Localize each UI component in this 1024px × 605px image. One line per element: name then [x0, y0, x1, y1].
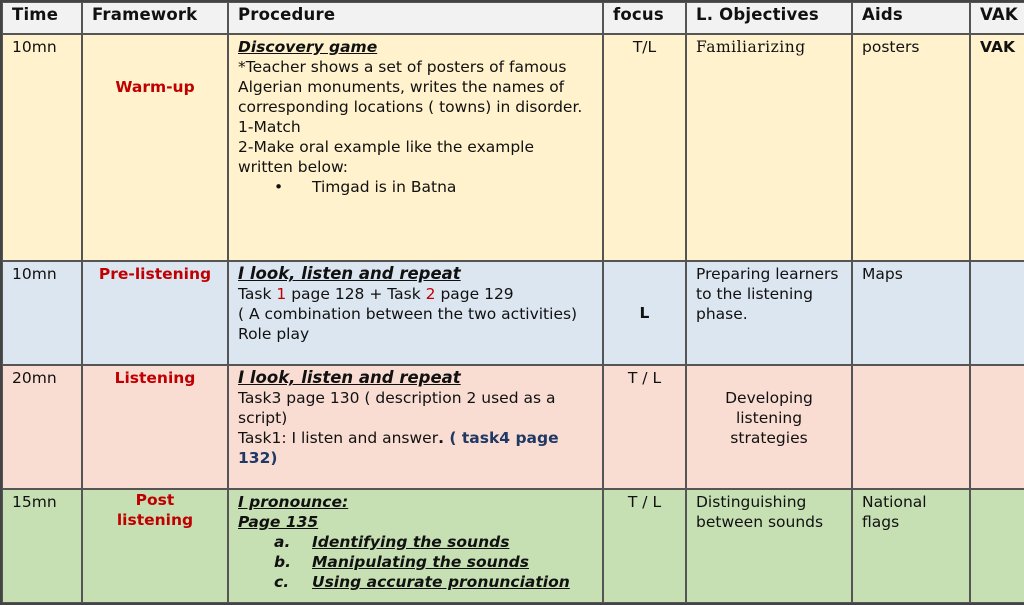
prelistening-line1 — [238, 284, 593, 304]
row-prelistening — [2, 261, 1024, 365]
header-aids: Aids — [852, 2, 970, 34]
warmup-line1: *Teacher shows a set of posters of famous Algerian monuments, writes the names of corresponding locations ( towns) in disorder. — [238, 58, 583, 116]
postlistening-item-b — [238, 552, 593, 572]
task-number: 1 — [276, 285, 287, 303]
prelistening-title: I look, listen and repeat — [238, 264, 461, 283]
header-time: Time — [2, 2, 82, 34]
postlistening-focus: T / L — [603, 489, 686, 603]
prelistening-vak — [970, 261, 1024, 365]
postlistening-framework: Post listening — [82, 489, 228, 603]
warmup-line2: 1-Match — [238, 118, 301, 136]
warmup-time: 10mn — [2, 34, 82, 261]
prelistening-aids: Maps — [852, 261, 970, 365]
postlistening-time: 15mn — [2, 489, 82, 603]
header-objectives: L. Objectives — [686, 2, 852, 34]
task-text: page 128 + Task — [286, 285, 426, 303]
prelistening-procedure — [228, 261, 603, 365]
listening-framework: Listening — [82, 365, 228, 489]
item-text: Manipulating the sounds — [312, 553, 529, 571]
postlistening-aids: National flags — [852, 489, 970, 603]
listening-time: 20mn — [2, 365, 82, 489]
listening-line1: Task3 page 130 ( description 2 used as a script) — [238, 389, 556, 427]
warmup-aids: posters — [852, 34, 970, 261]
task4-reference: ( task4 page 132) — [238, 429, 559, 467]
row-postlistening — [2, 489, 1024, 603]
listening-line2 — [238, 428, 593, 468]
postlistening-objective: Distinguishing between sounds — [686, 489, 852, 603]
listening-procedure — [228, 365, 603, 489]
item-label: b. — [274, 553, 291, 571]
task-text: Task — [238, 285, 277, 303]
warmup-vak: VAK — [970, 34, 1024, 261]
warmup-bullet — [238, 177, 593, 197]
warmup-framework: Warm-up — [82, 34, 228, 261]
prelistening-objective: Preparing learners to the listening phase. — [686, 261, 852, 365]
listening-vak — [970, 365, 1024, 489]
warmup-line3: 2-Make oral example like the example written below: — [238, 138, 535, 176]
warmup-objective: Familiarizing — [686, 34, 852, 261]
postlistening-vak — [970, 489, 1024, 603]
item-label: a. — [274, 533, 291, 551]
prelistening-line2: ( A combination between the two activities) Role play — [238, 305, 578, 343]
postlistening-item-c — [238, 572, 593, 592]
prelistening-focus: L — [603, 261, 686, 365]
row-warmup — [2, 34, 1024, 261]
postlistening-title: I pronounce: — [238, 493, 349, 511]
task-number: 2 — [425, 285, 436, 303]
header-framework: Framework — [82, 2, 228, 34]
header-vak: VAK — [970, 2, 1024, 34]
listening-objective: Developing listening strategies — [686, 365, 852, 489]
bullet-icon: • — [274, 178, 284, 196]
listening-title: I look, listen and repeat — [238, 368, 461, 387]
postlistening-subtitle: Page 135 — [238, 513, 319, 531]
prelistening-framework: Pre-listening — [82, 261, 228, 365]
header-row — [2, 2, 1024, 34]
postlistening-item-a — [238, 532, 593, 552]
warmup-title: Discovery game — [238, 38, 378, 56]
row-listening — [2, 365, 1024, 489]
listening-focus: T / L — [603, 365, 686, 489]
task-text: Task1: I listen and answer — [238, 429, 439, 447]
header-procedure: Procedure — [228, 2, 603, 34]
item-text: Using accurate pronunciation — [312, 573, 570, 591]
warmup-focus: T/L — [603, 34, 686, 261]
task-text: . — [438, 429, 444, 447]
item-label: c. — [274, 573, 290, 591]
item-text: Identifying the sounds — [312, 533, 510, 551]
postlistening-procedure — [228, 489, 603, 603]
header-focus: focus — [603, 2, 686, 34]
listening-aids — [852, 365, 970, 489]
prelistening-time: 10mn — [2, 261, 82, 365]
warmup-procedure — [228, 34, 603, 261]
task-text: page 129 — [435, 285, 514, 303]
warmup-bullet-text: Timgad is in Batna — [312, 178, 457, 196]
